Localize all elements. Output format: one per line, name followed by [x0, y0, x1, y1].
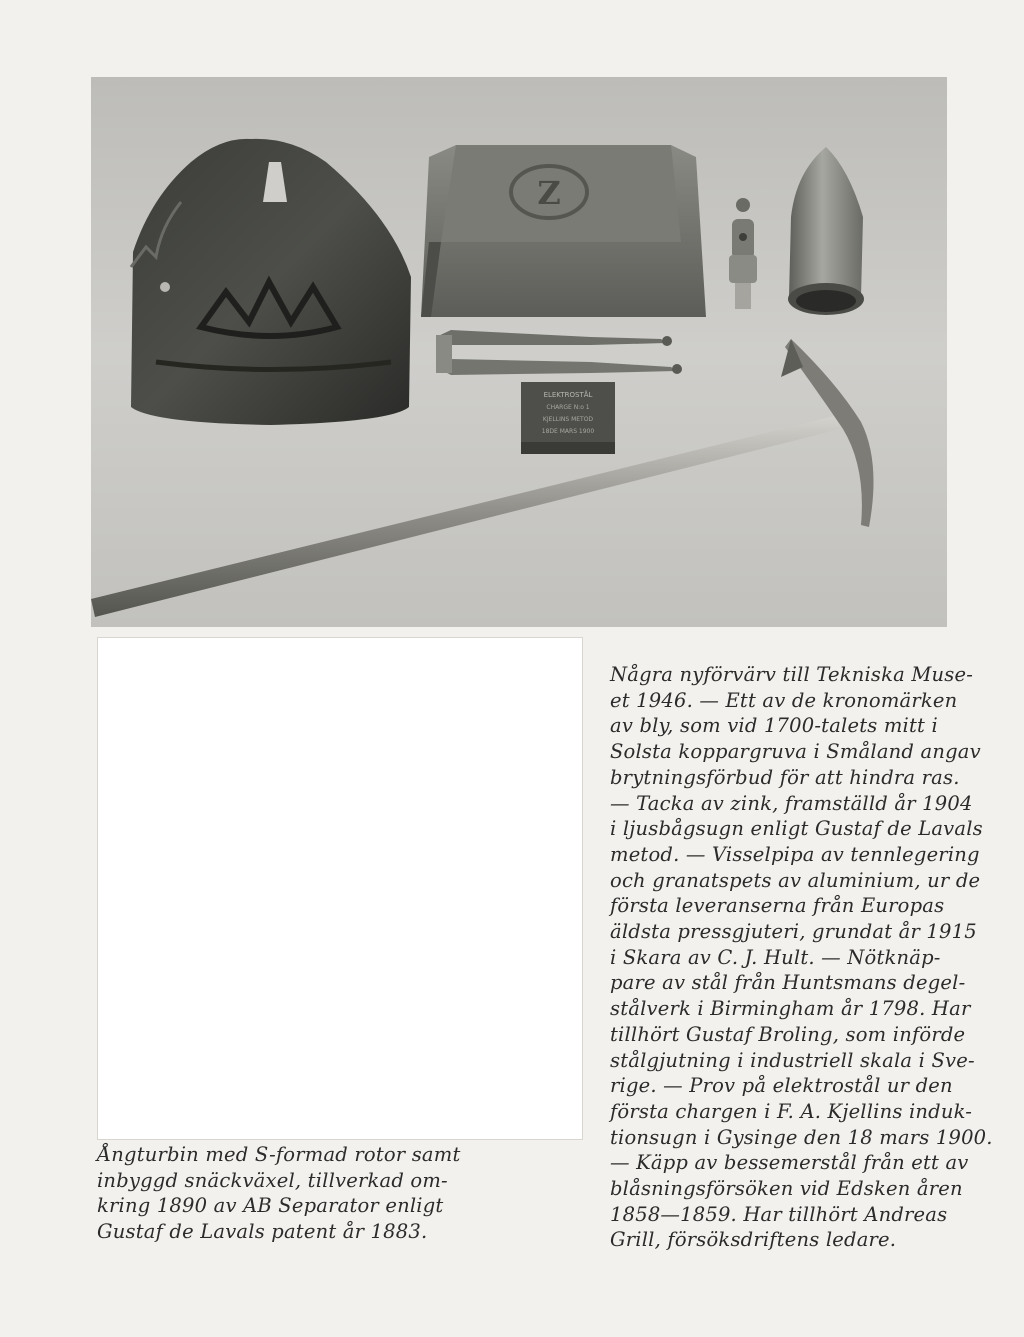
caption-line: — Käpp av bessemerstål från ett av: [610, 1151, 969, 1175]
caption-line: stålverk i Birmingham år 1798. Har: [610, 997, 971, 1021]
caption-line: Ångturbin med S-formad rotor samt: [97, 1143, 461, 1166]
caption-line: första chargen i F. A. Kjellins induk-: [610, 1099, 973, 1123]
caption-line: pare av stål från Huntsmans degel-: [610, 971, 966, 995]
plaque-line-4: 18DE MARS 1900: [541, 428, 595, 435]
steam-turbine-caption: [97, 1142, 567, 1245]
plaque-line-1: ELEKTROSTÅL: [543, 391, 593, 399]
caption-line: i Skara av C. J. Hult. — Nötknäp-: [610, 945, 941, 969]
electrosteel-sample-plaque: [521, 382, 615, 454]
caption-line: Gustaf de Lavals patent år 1883.: [97, 1220, 428, 1244]
caption-line: et 1946. — Ett av de kronomärken: [610, 688, 958, 712]
caption-line: i ljusbågsugn enligt Gustaf de Lavals: [610, 817, 983, 841]
caption-line: tionsugn i Gysinge den 18 mars 1900.: [610, 1125, 993, 1149]
caption-line: första leveranserna från Europas: [610, 894, 945, 918]
caption-line: — Tacka av zink, framställd år 1904: [610, 791, 973, 815]
caption-line: metod. — Visselpipa av tennlegering: [610, 842, 980, 866]
museum-acquisitions-photo: [91, 77, 947, 627]
plaque-line-2: CHARGE N:o 1: [546, 404, 590, 411]
caption-line: brytningsförbud för att hindra ras.: [610, 765, 960, 789]
caption-line: tillhört Gustaf Broling, som införde: [610, 1022, 966, 1046]
plaque-line-3: KJELLINS METOD: [542, 416, 594, 423]
caption-line: äldsta pressgjuteri, grundat år 1915: [610, 920, 977, 944]
zinc-ingot-object: [421, 145, 706, 317]
ingot-logo: Z: [537, 174, 561, 212]
caption-line: Grill, försöksdriftens ledare.: [610, 1228, 897, 1252]
caption-line: Några nyförvärv till Tekniska Muse-: [610, 663, 974, 686]
caption-line: kring 1890 av AB Separator enligt: [97, 1194, 444, 1218]
caption-line: inbyggd snäckväxel, tillverkad om-: [97, 1168, 448, 1192]
caption-line: rige. — Prov på elektrostål ur den: [610, 1074, 953, 1098]
caption-line: 1858—1859. Har tillhört Andreas: [610, 1202, 948, 1226]
caption-line: av bly, som vid 1700-talets mitt i: [610, 714, 938, 738]
museum-acquisitions-caption: [610, 662, 993, 1253]
caption-line: och granatspets av aluminium, ur de: [610, 868, 981, 892]
caption-line: stålgjutning i industriell skala i Sve-: [610, 1048, 975, 1072]
caption-line: Solsta koppargruva i Småland angav: [610, 740, 981, 764]
blank-image-area: [97, 637, 583, 1140]
caption-line: blåsningsförsöken vid Edsken åren: [610, 1177, 963, 1201]
